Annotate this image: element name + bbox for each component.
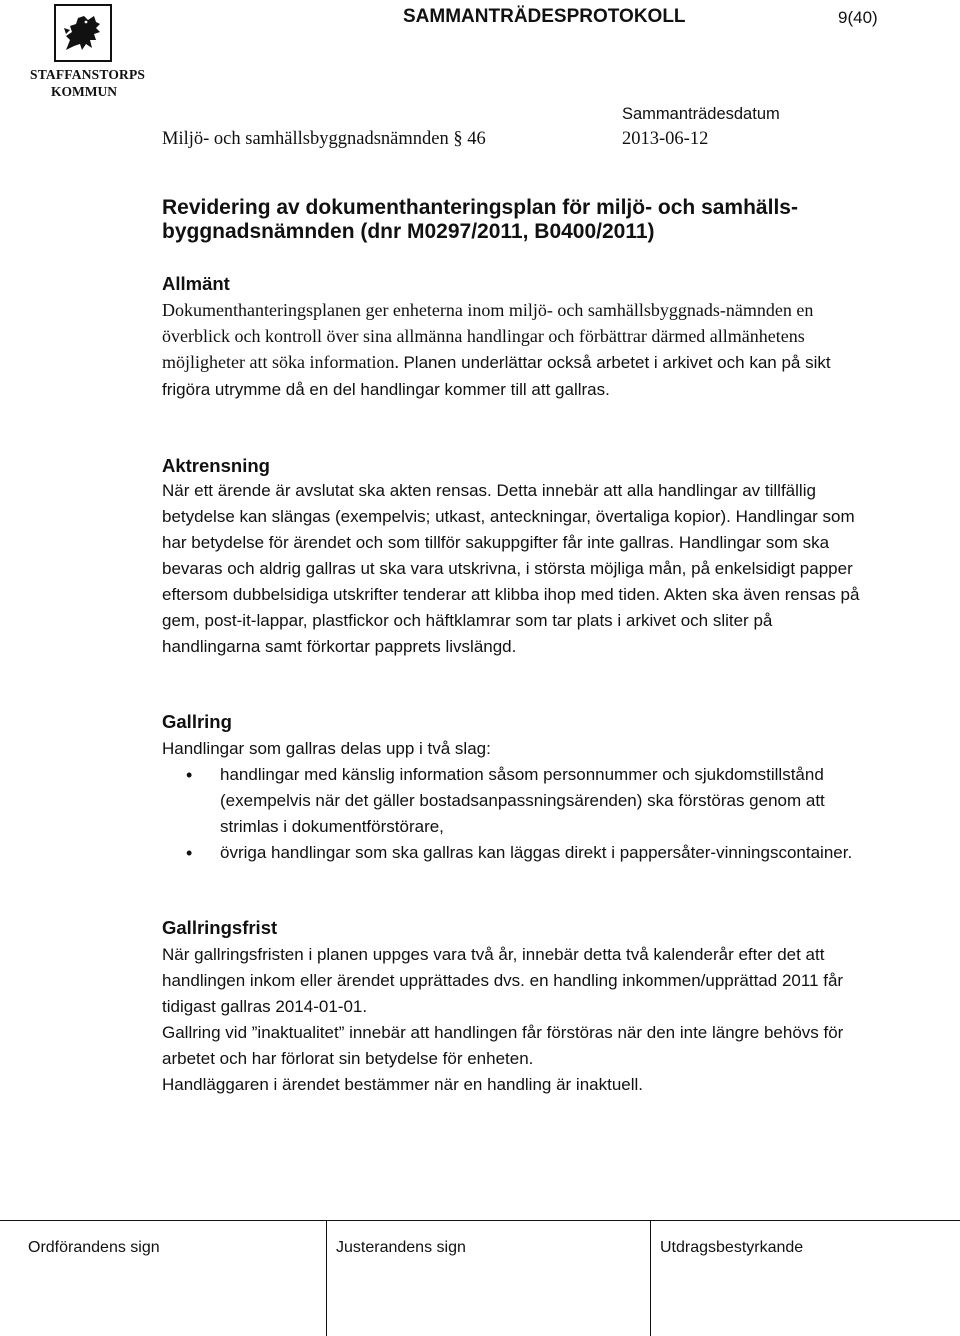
allmant-text-part-1: Dokumenthanteringsplanen ger enheterna inom miljö- och samhällsbyggnads-nämnden en överblick och kontroll över sina allmänna handlingar och förbättrar därmed allmänhetens möjligheter att söka information. — [162, 300, 814, 372]
extract-certification-label: Utdragsbestyrkande — [660, 1239, 804, 1256]
list-item — [186, 840, 876, 866]
municipality-logo — [54, 4, 112, 62]
page-number: 9(40) — [838, 8, 878, 27]
meeting-date: 2013-06-12 — [622, 129, 709, 149]
gallringsfrist-paragraph-1: När gallringsfristen i planen uppges vara två år, innebär detta två kalenderår efter det att handlingen inkom eller ärendet upprättades dvs. en handling inkommen/upprättad 2011 får tidigast gallras 2014-01-01. — [162, 945, 844, 1016]
page-title — [162, 196, 922, 244]
logo-text-line-2: KOMMUN — [51, 84, 117, 99]
document-title: SAMMANTRÄDESPROTOKOLL — [403, 6, 686, 27]
bullet-icon: • — [186, 765, 193, 785]
committee-paragraph: Miljö- och samhällsbyggnadsnämnden § 46 — [162, 129, 486, 149]
adjuster-signature-label: Justerandens sign — [336, 1239, 466, 1256]
page-title-line-2: byggnadsnämnden (dnr M0297/2011, B0400/2011) — [162, 220, 655, 243]
bullet-icon: • — [186, 843, 193, 863]
allmant-text-part-2: Planen underlättar också arbetet i arkivet och kan på sikt frigöra utrymme då en del handlingar kommer till att gallras. — [162, 353, 831, 399]
list-item-text: övriga handlingar som ska gallras kan läggas direkt i pappersåter-vinningscontainer. — [220, 843, 853, 862]
section-heading-aktrensning: Aktrensning — [162, 455, 270, 476]
chair-signature-label: Ordförandens sign — [28, 1239, 160, 1256]
section-text-aktrensning: När ett ärende är avslutat ska akten rensas. Detta innebär att alla handlingar av tillfällig betydelse kan slängas (exempelvis; utkast, anteckningar, övertaliga kopior). Handlingar som har betydelse för ärendet och som tillför sakuppgifter får inte gallras. Handlingar som ska bevaras och aldrig gallras ut ska vara utskrivna, i största möjliga mån, på enkelsidigt papper eftersom dubbelsidiga utskrifter tenderar att klibba ihop med tiden. Akten ska även rensas på gem, post-it-lappar, plastfickor och häftklamrar som tar plats i arkivet och sliter på handlingarna samt förkortar papprets livslängd. — [162, 481, 860, 656]
gallringsfrist-paragraph-3: Handläggaren i ärendet bestämmer när en handling är inaktuell. — [162, 1075, 644, 1094]
logo-text-line-1: STAFFANSTORPS — [30, 67, 146, 82]
gallring-list — [186, 762, 876, 866]
gallringsfrist-paragraph-2: Gallring vid ”inaktualitet” innebär att handlingen får förstöras när den inte längre behövs för arbetet och har förlorat sin betydelse för enheten. — [162, 1023, 844, 1068]
signature-box-divider — [650, 1220, 651, 1336]
list-item-text: handlingar med känslig information såsom personnummer och sjukdomstillstånd (exempelvis när det gäller bostadsanpassningsärenden) ska förstöras genom att strimlas i dokumentförstörare, — [220, 765, 825, 836]
gallring-intro: Handlingar som gallras delas upp i två slag: — [162, 739, 491, 758]
meeting-date-label: Sammanträdesdatum — [622, 105, 780, 123]
page-title-line-1: Revidering av dokumenthanteringsplan för miljö- och samhälls- — [162, 196, 798, 219]
section-heading-gallringsfrist: Gallringsfrist — [162, 917, 278, 938]
list-item — [186, 762, 876, 840]
signature-box-divider — [326, 1220, 327, 1336]
section-heading-allmant: Allmänt — [162, 273, 230, 294]
griffin-emblem-icon — [56, 6, 110, 60]
section-text-allmant — [162, 297, 862, 403]
footer-divider — [0, 1220, 960, 1221]
section-text-gallringsfrist — [162, 942, 862, 1098]
section-heading-gallring: Gallring — [162, 711, 232, 732]
